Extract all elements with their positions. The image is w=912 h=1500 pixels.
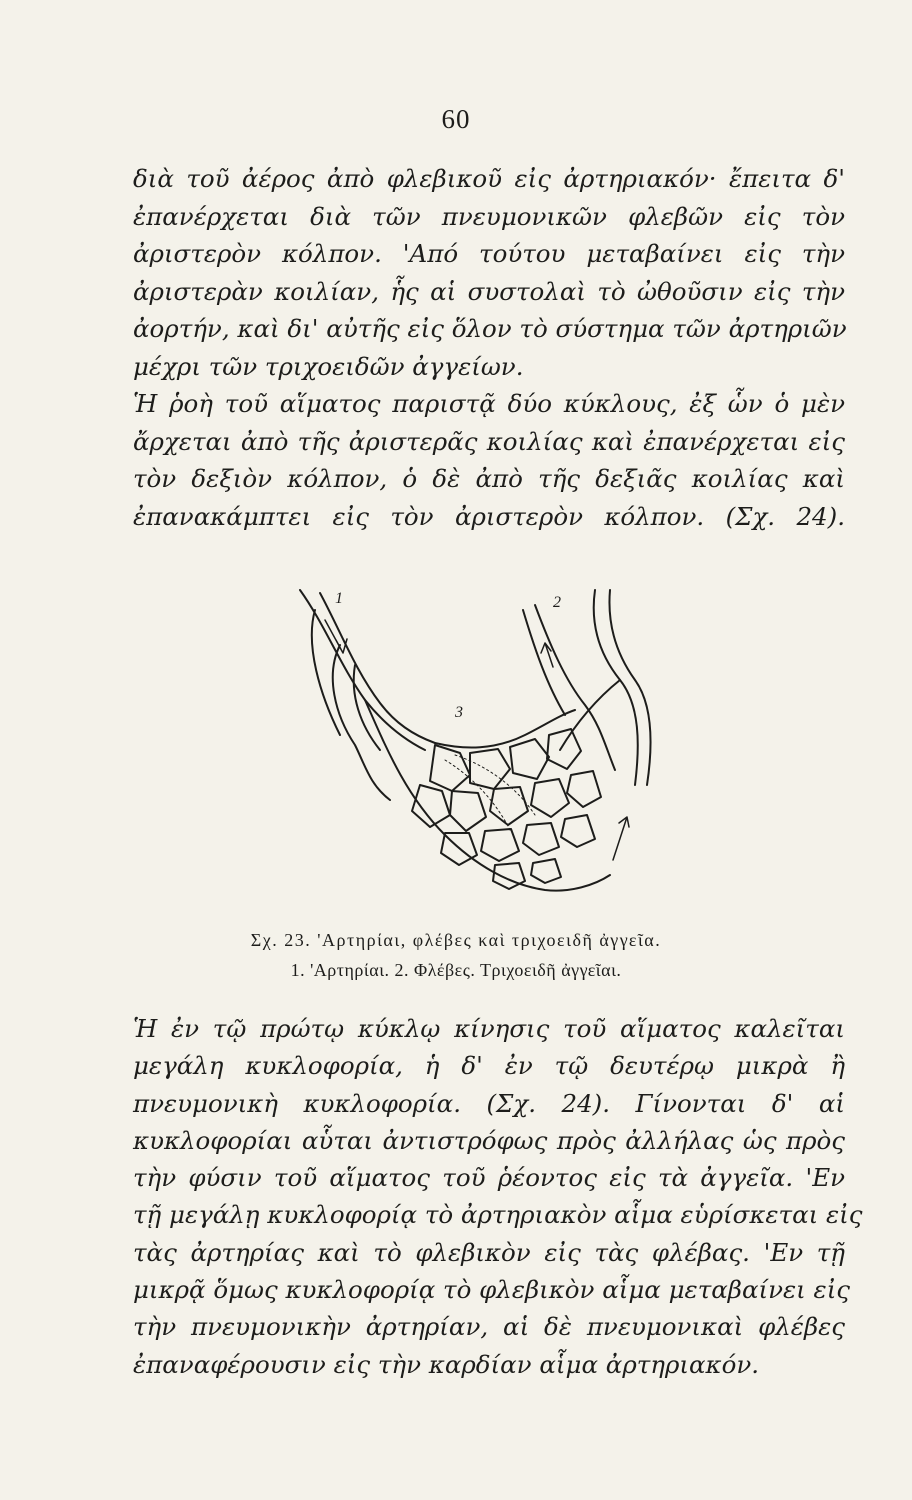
text-line: ἀριστερὸν κόλπον. 'Από τούτου μεταβαίνει εἰς τὴν xyxy=(133,239,845,268)
capillary-cell xyxy=(523,823,559,855)
figure-capillary-network xyxy=(295,585,665,915)
capillary-cell xyxy=(531,859,561,883)
figure-label-1: 1 xyxy=(335,590,343,607)
vein-vessel xyxy=(609,590,650,785)
vein-vessel xyxy=(594,590,638,785)
text-line: Ἡ ἐν τῷ πρώτῳ κύκλῳ κίνησις τοῦ αἵματος καλεῖται xyxy=(133,1014,845,1043)
artery-branch xyxy=(354,665,380,750)
text-line: κυκλοφορίαι αὗται ἀντιστρόφως πρὸς ἀλλήλας ὡς πρὸς xyxy=(133,1125,845,1155)
text-line: ἐπανέρχεται διὰ τῶν πνευμονικῶν φλεβῶν εἰς τὸν xyxy=(133,201,845,231)
capillary-cell xyxy=(430,745,470,791)
text-line: διὰ τοῦ ἀέρος ἀπὸ φλεβικοῦ εἰς ἀρτηριακόν· ἔπειτα δ' xyxy=(133,164,845,193)
text-line: τὰς ἀρτηρίας καὶ τὸ φλεβικὸν εἰς τὰς φλέβας. 'Εν τῇ xyxy=(133,1237,845,1267)
capillary-cell xyxy=(470,749,510,789)
flow-arrow-vein xyxy=(613,817,629,860)
capillary-texture xyxy=(455,755,535,815)
capillary-network-illustration xyxy=(295,585,665,915)
text-line: ἐπαναφέρουσιν εἰς τὴν καρδίαν αἷμα ἀρτηριακόν. xyxy=(133,1349,760,1379)
text-line: μικρᾷ ὅμως κυκλοφορίᾳ τὸ φλεβικὸν αἷμα μεταβαίνει εἰς xyxy=(133,1275,851,1305)
text-line: τῇ μεγάλῃ κυκλοφορίᾳ τὸ ἀρτηριακὸν αἷμα εὑρίσκεται εἰς xyxy=(133,1200,863,1230)
artery-vessel xyxy=(320,593,435,743)
text-line: μεγάλη κυκλοφορία, ἡ δ' ἐν τῷ δευτέρῳ μικρὰ ἢ xyxy=(133,1051,845,1081)
artery-branch xyxy=(333,645,390,800)
vein-branch xyxy=(535,605,615,770)
text-line: τὴν φύσιν τοῦ αἵματος τοῦ ῥέοντος εἰς τὰ ἀγγεῖα. 'Εν xyxy=(133,1163,845,1193)
figure-caption-title: Σχ. 23. 'Αρτηρίαι, φλέβες καὶ τριχοειδῆ ἀγγεῖα. xyxy=(250,930,662,950)
page-number: 60 xyxy=(441,104,471,134)
text-line: πνευμονικὴ κυκλοφορία. (Σχ. 24). Γίνονται δ' αἱ xyxy=(133,1088,845,1118)
text-line: τὸν δεξιὸν κόλπον, ὁ δὲ ἀπὸ τῆς δεξιᾶς κοιλίας καὶ xyxy=(133,464,845,493)
text-line: ἀριστερὰν κοιλίαν, ἧς αἱ συστολαὶ τὸ ὠθοῦσιν εἰς τὴν xyxy=(133,276,845,306)
text-line: μέχρι τῶν τριχοειδῶν ἀγγείων. xyxy=(133,351,524,381)
text-line: ἄρχεται ἀπὸ τῆς ἀριστερᾶς κοιλίας καὶ ἐπανέρχεται εἰς xyxy=(133,426,845,456)
capillary-cell xyxy=(531,779,569,817)
text-line: τὴν πνευμονικὴν ἀρτηρίαν, αἱ δὲ πνευμονικαὶ φλέβες xyxy=(133,1312,845,1342)
paragraph-bottom xyxy=(133,1010,863,1383)
figure-label-3: 3 xyxy=(455,704,463,721)
figure-caption-legend: 1. 'Αρτηρίαι. 2. Φλέβες. Τριχοειδῆ ἀγγεῖαι. xyxy=(290,960,622,980)
capillary-cell xyxy=(490,787,528,825)
text-line: Ἡ ῥοὴ τοῦ αἵματος παριστᾷ δύο κύκλους, ἐξ ὧν ὁ μὲν xyxy=(133,389,845,418)
capillary-cell xyxy=(510,739,549,779)
artery-vessel xyxy=(300,590,425,750)
vein-branch xyxy=(560,680,620,750)
capillary-cell xyxy=(450,791,486,831)
text-line: ἐπανακάμπτει εἰς τὸν ἀριστερὸν κόλπον. (Σχ. 24). xyxy=(133,501,845,531)
artery-branch xyxy=(312,610,340,735)
capillary-cell xyxy=(561,815,595,847)
figure-label-2: 2 xyxy=(553,594,561,611)
paragraph-top xyxy=(133,160,845,535)
text-line: ἀορτήν, καὶ δι' αὐτῆς εἰς ὅλον τὸ σύστημα τῶν ἀρτηριῶν xyxy=(133,314,847,343)
capillary-cell xyxy=(567,771,601,807)
capillary-cell xyxy=(547,729,581,769)
capillary-cell xyxy=(481,829,519,861)
